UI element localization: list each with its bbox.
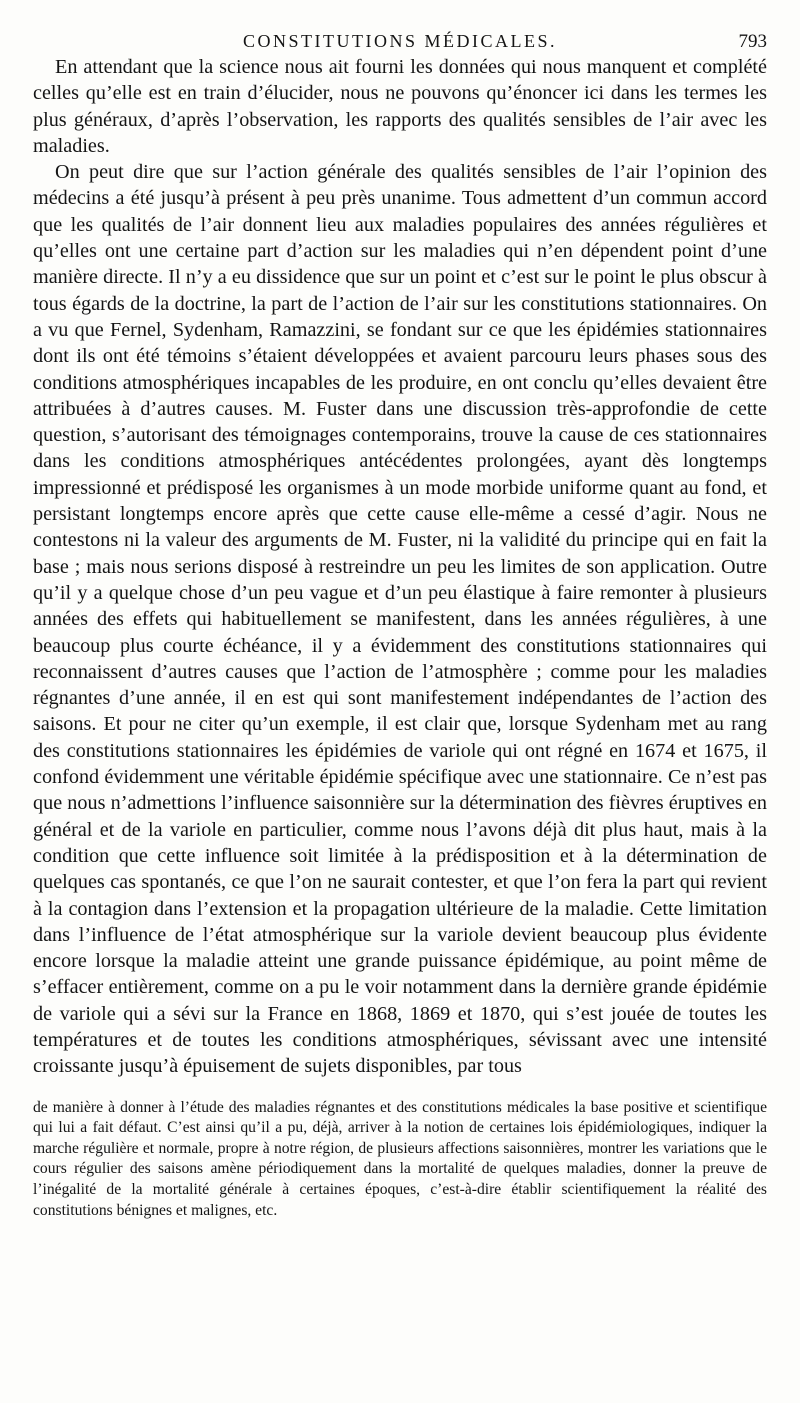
paragraph: On peut dire que sur l’action générale des qualités sensibles de l’air l’opinion des médecins a été jusqu’à présent à peu près unanime. Tous admettent d’un commun accord que les qualités de l’air donnent lieu aux maladies populaires des années régulières et qu’elles ont une certaine part d’action sur les maladies qui n’en dépendent point d’une manière directe. Il n’y a eu dissidence que sur un point et c’est sur le point le plus obscur à tous égards de la doctrine, la part de l’action de l’air sur les constitutions stationnaires. On a vu que Fernel, Sydenham, Ramazzini, se fondant sur ce que les épidémies stationnaires dont ils ont été témoins s’étaient développées et avaient parcouru leurs phases sous des conditions atmosphériques incapables de les produire, en ont conclu qu’elles devaient être attribuées à d’autres causes. M. Fuster dans une discussion très-approfondie de cette question, s’autorisant des témoignages contemporains, trouve la cause de ces stationnaires dans les conditions atmosphériques antécédentes prolongées, ayant dès longtemps impressionné et prédisposé les organismes à un mode morbide uniforme quant au fond, et persistant longtemps encore après que cette cause elle-même a cessé d’agir. Nous ne contestons ni la valeur des arguments de M. Fuster, ni la validité du principe qui en fait la base ; mais nous serions disposé à restreindre un peu les limites de son application. Outre qu’il y a quelque chose d’un peu vague et d’un peu élastique à faire remonter à plusieurs années des effets qui habituellement se manifestent, dans les années régulières, à une beaucoup plus courte échéance, il y a évidemment des constitutions stationnaires qui reconnaissent d’autres causes que l’action de l’atmosphère ; comme pour les maladies régnantes d’une année, il en est qui sont manifestement indépendantes de l’action des saisons. Et pour ne citer qu’un exemple, il est clair que, lorsque Sydenham met au rang des constitutions stationnaires les épidémies de variole qui ont régné en 1674 et 1675, il confond évidemment une véritable épidémie spécifique avec une stationnaire. Ce n’est pas que nous n’admettions l’influence saisonnière sur la détermination des fièvres éruptives en général et de la variole en particulier, comme nous l’avons déjà dit plus haut, mais à la condition que cette influence soit limitée à la prédisposition et à la détermination de quelques cas spontanés, ce que l’on ne saurait contester, et que l’on fera la part qui revient à la contagion dans l’extension et la propagation ultérieure de la maladie. Cette limitation dans l’influence de l’état atmosphérique sur la variole devient beaucoup plus évidente encore lorsque la maladie atteint une grande puissance épidémique, au point même de s’effacer entièrement, comme on a pu le voir notamment dans la dernière grande épidémie de variole qui a sévi sur la France en 1868, 1869 et 1870, qui s’est jouée de toutes les températures et de toutes les conditions atmosphériques, sévissant avec une intensité croissante jusqu’à épuisement de sujets disponibles, par tous	[33, 161, 767, 1078]
footnote-separator	[33, 1080, 767, 1098]
footnote: de manière à donner à l’étude des maladies régnantes et des constitutions médicales la base positive et scientifique qui lui a fait défaut. C’est ainsi qu’il a pu, déjà, arriver à la notion de certaines lois épidémiologiques, indiquer la marche régulière et normale, propre à notre région, de plusieurs affections saisonnières, montrer les variations que le cours régulier des saisons amène périodiquement dans la mortalité de quelques maladies, donner la preuve de l’inégalité de la mortalité générale à certaines époques, c’est-à-dire établir scientifiquement la réalité des constitutions bénignes et malignes, etc.	[33, 1098, 767, 1219]
document-page	[33, 0, 767, 1403]
running-title: CONSTITUTIONS MÉDICALES.	[243, 31, 557, 51]
paragraph: En attendant que la science nous ait fourni les données qui nous manquent et complété celles qu’elle est en train d’élucider, nous ne pouvons qu’énoncer ici dans les termes les plus généraux, d’après l’observation, les rapports des qualités sensibles de l’air avec les maladies.	[33, 56, 767, 157]
page-header	[33, 0, 767, 54]
main-text	[33, 54, 767, 1080]
page-number: 793	[738, 31, 767, 52]
